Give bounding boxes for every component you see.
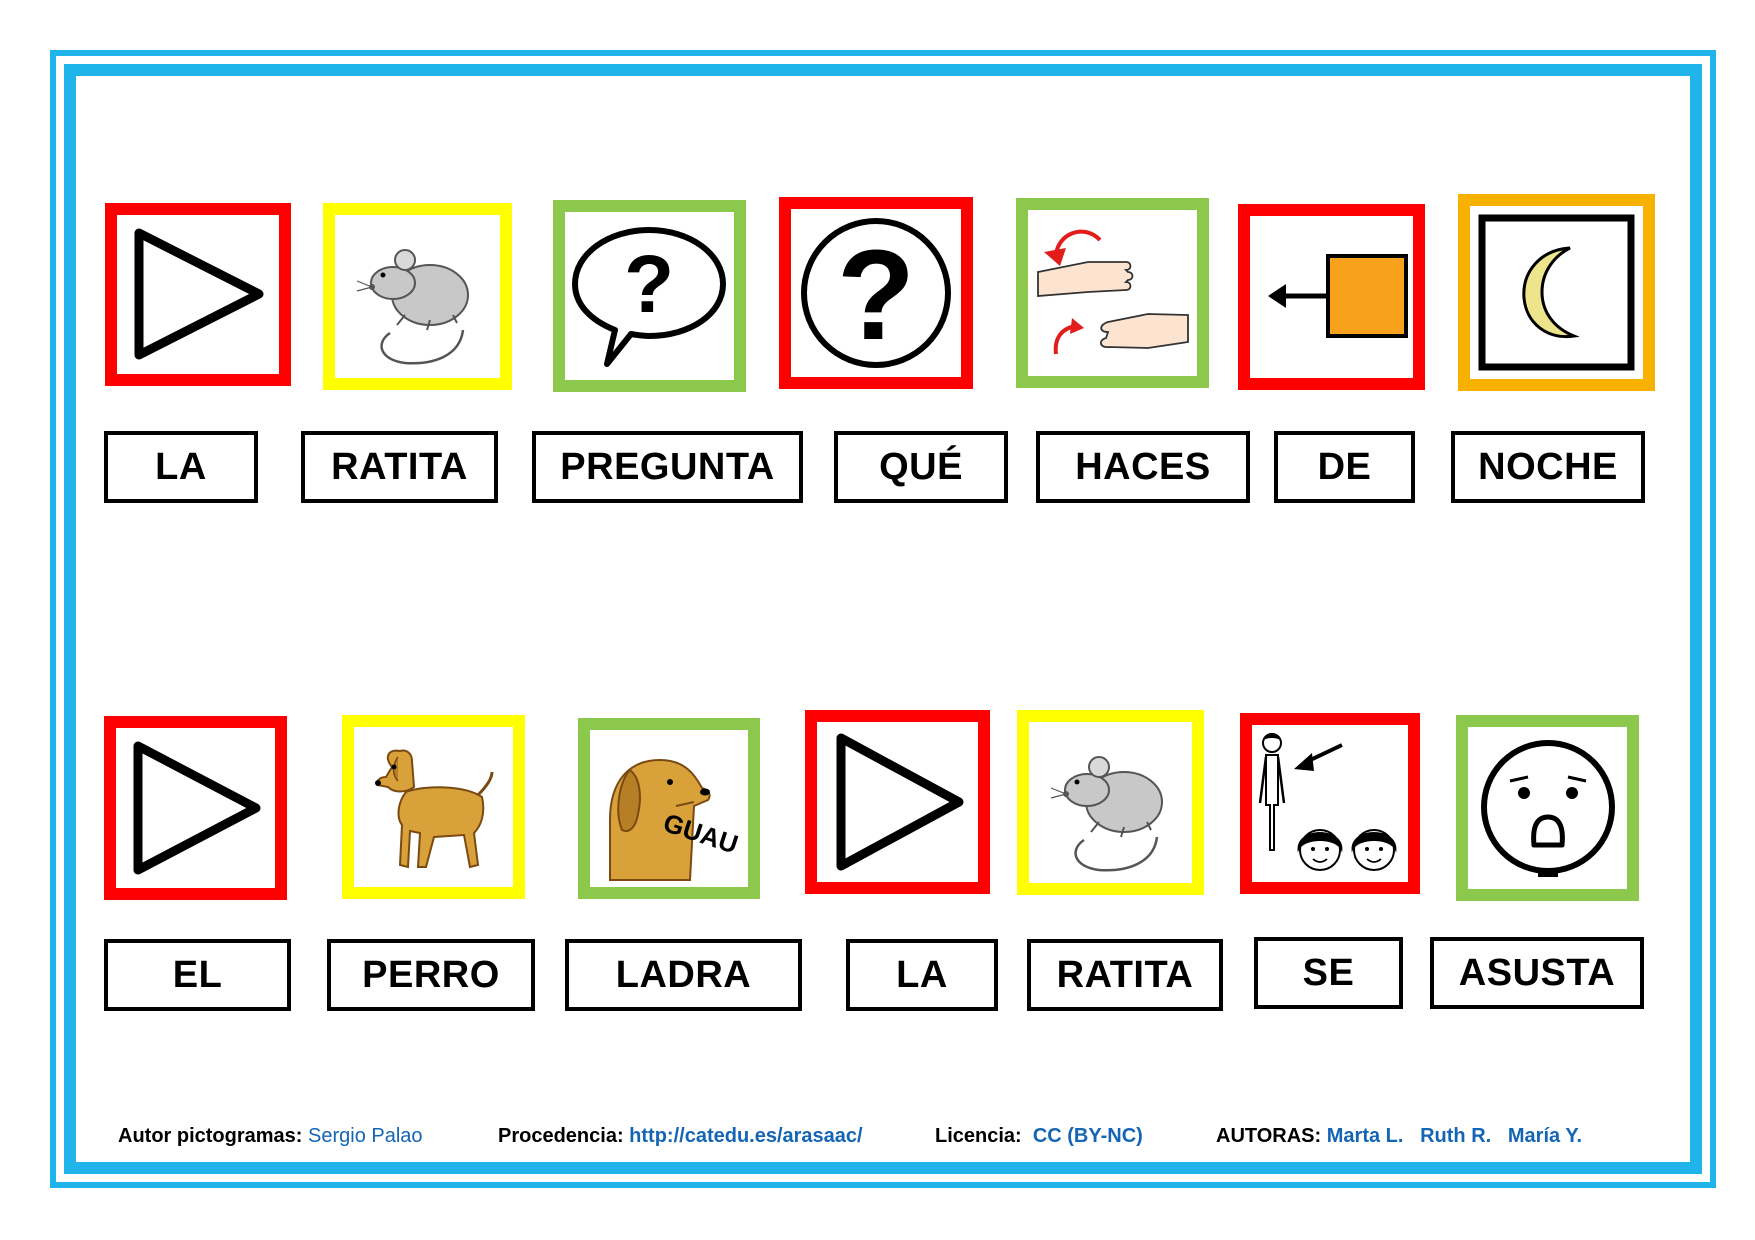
question-speech-icon	[565, 212, 734, 380]
play-triangle-icon	[817, 722, 978, 882]
license-label: Licencia:	[935, 1125, 1022, 1147]
word-haces: HACES	[1036, 431, 1250, 503]
word-la-2: LA	[846, 939, 998, 1011]
picto-pregunta	[553, 200, 746, 392]
footer-source	[498, 1125, 863, 1148]
picto-perro	[342, 715, 525, 899]
barking-dog-icon	[590, 730, 748, 887]
giving-hands-icon	[1028, 210, 1197, 376]
word-ratita-2: RATITA	[1027, 939, 1223, 1011]
play-triangle-icon	[117, 215, 279, 374]
word-ratita-1: RATITA	[301, 431, 498, 503]
word-se: SE	[1254, 937, 1403, 1009]
picto-noche	[1458, 194, 1655, 391]
footer-license	[935, 1125, 1143, 1148]
footer-author	[118, 1125, 423, 1148]
author-3: María Y.	[1507, 1125, 1582, 1147]
moon-icon	[1470, 206, 1643, 379]
picto-que	[779, 197, 973, 389]
license-value: CC (BY-NC)	[1032, 1125, 1143, 1147]
source-label: Procedencia:	[498, 1125, 624, 1147]
source-link[interactable]: http://catedu.es/arasaac/	[629, 1125, 863, 1147]
picto-ratita-1	[323, 203, 512, 390]
play-triangle-icon	[116, 728, 275, 888]
word-de: DE	[1274, 431, 1415, 503]
picto-se	[1240, 713, 1420, 894]
author-label: Autor pictogramas:	[118, 1125, 303, 1147]
word-perro: PERRO	[327, 939, 535, 1011]
word-pregunta: PREGUNTA	[532, 431, 803, 503]
picto-asusta	[1456, 715, 1639, 901]
mouse-icon	[335, 215, 500, 378]
authors-label: AUTORAS:	[1216, 1125, 1322, 1147]
footer-authors	[1216, 1125, 1582, 1148]
picto-el	[104, 716, 287, 900]
picto-la-2	[805, 710, 990, 894]
svg-text:?: ?	[623, 239, 675, 330]
picto-de	[1238, 204, 1425, 390]
picto-haces	[1016, 198, 1209, 388]
author-1: Marta L.	[1326, 1125, 1404, 1147]
picto-ratita-2	[1017, 710, 1204, 895]
picto-la-1	[105, 203, 291, 386]
svg-text:?: ?	[836, 224, 916, 367]
word-asusta: ASUSTA	[1430, 937, 1644, 1009]
mouse-icon	[1029, 722, 1192, 883]
reflexive-people-icon	[1252, 725, 1408, 882]
author-2: Ruth R.	[1420, 1125, 1492, 1147]
scared-face-icon	[1468, 727, 1627, 889]
picto-ladra	[578, 718, 760, 899]
arrow-left-square-icon	[1250, 216, 1413, 378]
word-noche: NOCHE	[1451, 431, 1645, 503]
word-el: EL	[104, 939, 291, 1011]
dog-icon	[354, 727, 513, 887]
word-la-1: LA	[104, 431, 258, 503]
author-value: Sergio Palao	[308, 1125, 423, 1147]
question-circle-icon	[791, 209, 961, 377]
word-ladra: LADRA	[565, 939, 802, 1011]
word-que: QUÉ	[834, 431, 1008, 503]
bark-text: GUAU	[659, 807, 742, 860]
